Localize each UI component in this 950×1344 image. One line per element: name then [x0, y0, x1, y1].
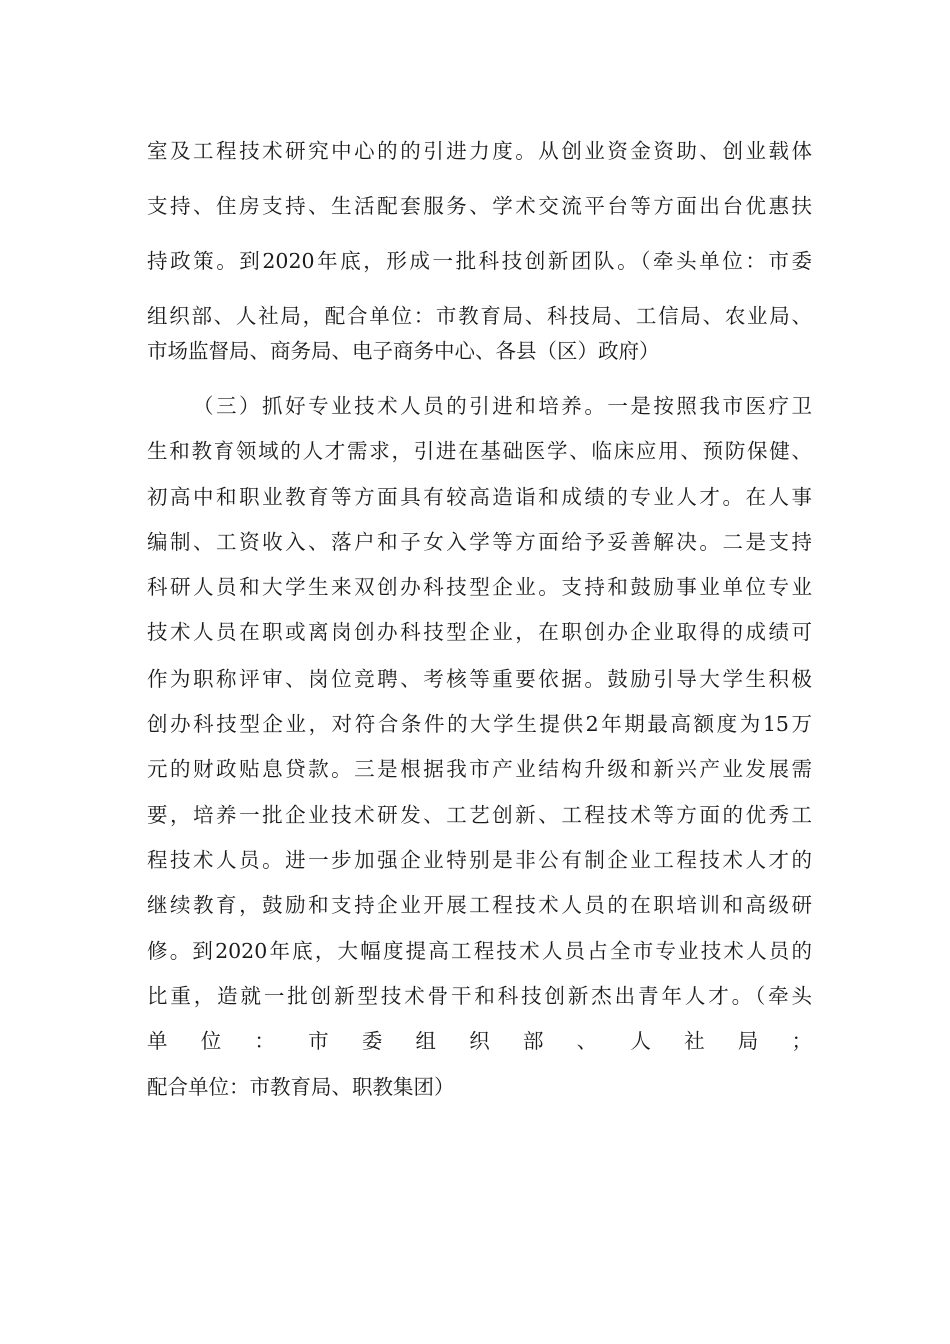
text-line-9: 编制、工资收入、落户和子女入学等方面给予妥善解决。二是支持: [147, 530, 812, 554]
text-line-16: 程技术人员。进一步加强企业特别是非公有制企业工程技术人才的: [147, 848, 812, 872]
text-line-19: 比重，造就一批创新型技术骨干和科技创新杰出青年人才。（牵头: [147, 984, 812, 1008]
text-line-18: 修。到2020年底，大幅度提高工程技术人员占全市专业技术人员的: [147, 939, 812, 963]
text-line-22: [193, 1113, 812, 1153]
text-line-3: 持政策。到2020年底，形成一批科技创新团队。（牵头单位：市委: [147, 249, 812, 273]
text-line-17: 继续教育，鼓励和支持企业开展工程技术人员的在职培训和高级研: [147, 893, 812, 917]
text-line-10: 科研人员和大学生来双创办科技型企业。支持和鼓励事业单位专业: [147, 575, 812, 599]
text-line-7: 生和教育领域的人才需求，引进在基础医学、临床应用、预防保健、: [147, 439, 812, 463]
text-line-5: 市场监督局、商务局、电子商务中心、各县（区）政府）: [147, 339, 660, 363]
text-line-12: 作为职称评审、岗位竞聘、考核等重要依据。鼓励引导大学生积极: [147, 667, 812, 691]
text-line-21: 配合单位：市教育局、职教集团）: [147, 1075, 455, 1099]
text-line-20: 单位：市委组织部、人社局；: [147, 1029, 812, 1053]
text-line-8: 初高中和职业教育等方面具有较高造诣和成绩的专业人才。在人事: [147, 485, 812, 509]
text-line-11: 技术人员在职或离岗创办科技型企业，在职创办企业取得的成绩可: [147, 620, 812, 644]
text-line-1: 室及工程技术研究中心的的引进力度。从创业资金资助、创业载体: [147, 139, 812, 163]
text-line-14: 元的财政贴息贷款。三是根据我市产业结构升级和新兴产业发展需: [147, 757, 812, 781]
paragraph-heading-line: （三）抓好专业技术人员的引进和培养。一是按照我市医疗卫: [193, 394, 812, 418]
text-line-4: 组织部、人社局，配合单位：市教育局、科技局、工信局、农业局、: [147, 304, 812, 328]
text-line-13: 创办科技型企业，对符合条件的大学生提供2年期最高额度为15万: [147, 712, 812, 736]
text-line-15: 要，培养一批企业技术研发、工艺创新、工程技术等方面的优秀工: [147, 803, 812, 827]
text-line-2: 支持、住房支持、生活配套服务、学术交流平台等方面出台优惠扶: [147, 194, 812, 218]
